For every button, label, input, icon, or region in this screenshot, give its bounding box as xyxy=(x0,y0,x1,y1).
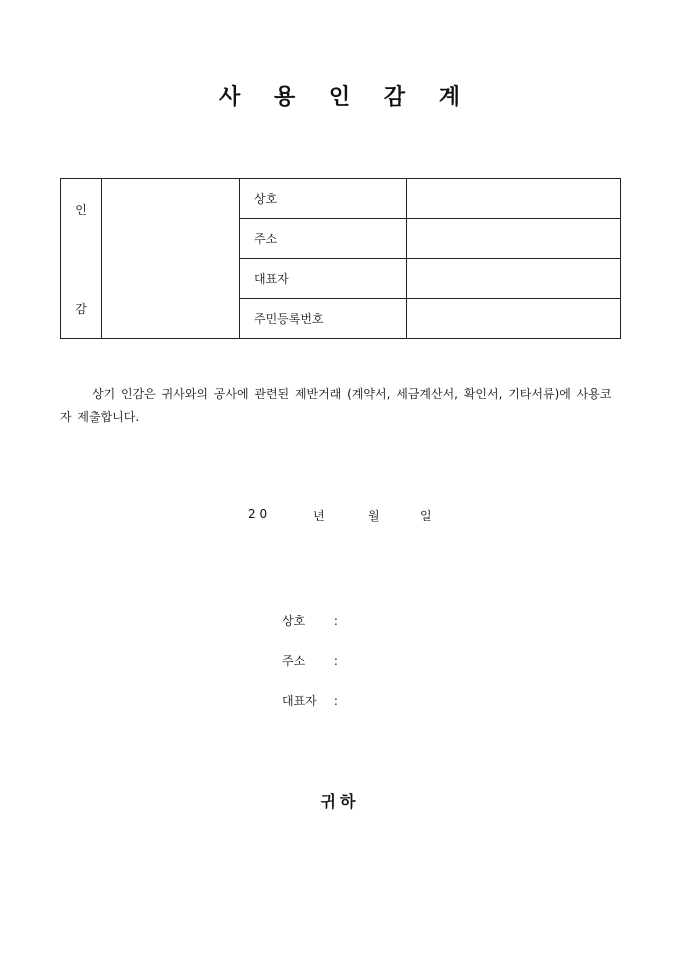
signature-representative-row xyxy=(282,692,338,709)
date-month-unit: 월 xyxy=(368,509,380,523)
seal-label-bottom: 감 xyxy=(75,302,87,316)
date-year-unit: 년 xyxy=(313,509,325,523)
seal-label-top: 인 xyxy=(75,203,87,217)
signature-colon: : xyxy=(333,694,338,708)
field-label-address: 주소 xyxy=(240,219,407,259)
signature-address-row xyxy=(282,652,338,669)
field-value-address[interactable] xyxy=(407,219,621,259)
field-value-company[interactable] xyxy=(407,179,621,219)
signature-company-label: 상호 xyxy=(282,614,306,628)
seal-info-table xyxy=(60,178,621,339)
field-value-resident-number[interactable] xyxy=(407,299,621,339)
date-year-prefix: 2 0 xyxy=(248,507,268,521)
field-value-representative[interactable] xyxy=(407,259,621,299)
signature-colon: : xyxy=(333,654,338,668)
signature-company-row xyxy=(282,612,338,629)
signature-address-label: 주소 xyxy=(282,654,306,668)
field-label-representative: 대표자 xyxy=(240,259,407,299)
signature-representative-label: 대표자 xyxy=(282,694,317,708)
signature-colon: : xyxy=(333,614,338,628)
seal-label-cell xyxy=(61,179,102,339)
field-label-resident-number: 주민등록번호 xyxy=(240,299,407,339)
seal-impression-area[interactable] xyxy=(102,179,240,339)
date-day-unit: 일 xyxy=(420,509,432,523)
body-paragraph: 상기 인감은 귀사와의 공사에 관련된 제반거래 (계약서, 세금계산서, 확인서, 기타서류)에 사용코자 제출합니다. xyxy=(60,387,612,424)
honorific: 귀하 xyxy=(320,792,360,811)
document-title: 사 용 인 감 계 xyxy=(219,84,461,110)
field-label-company: 상호 xyxy=(240,179,407,219)
